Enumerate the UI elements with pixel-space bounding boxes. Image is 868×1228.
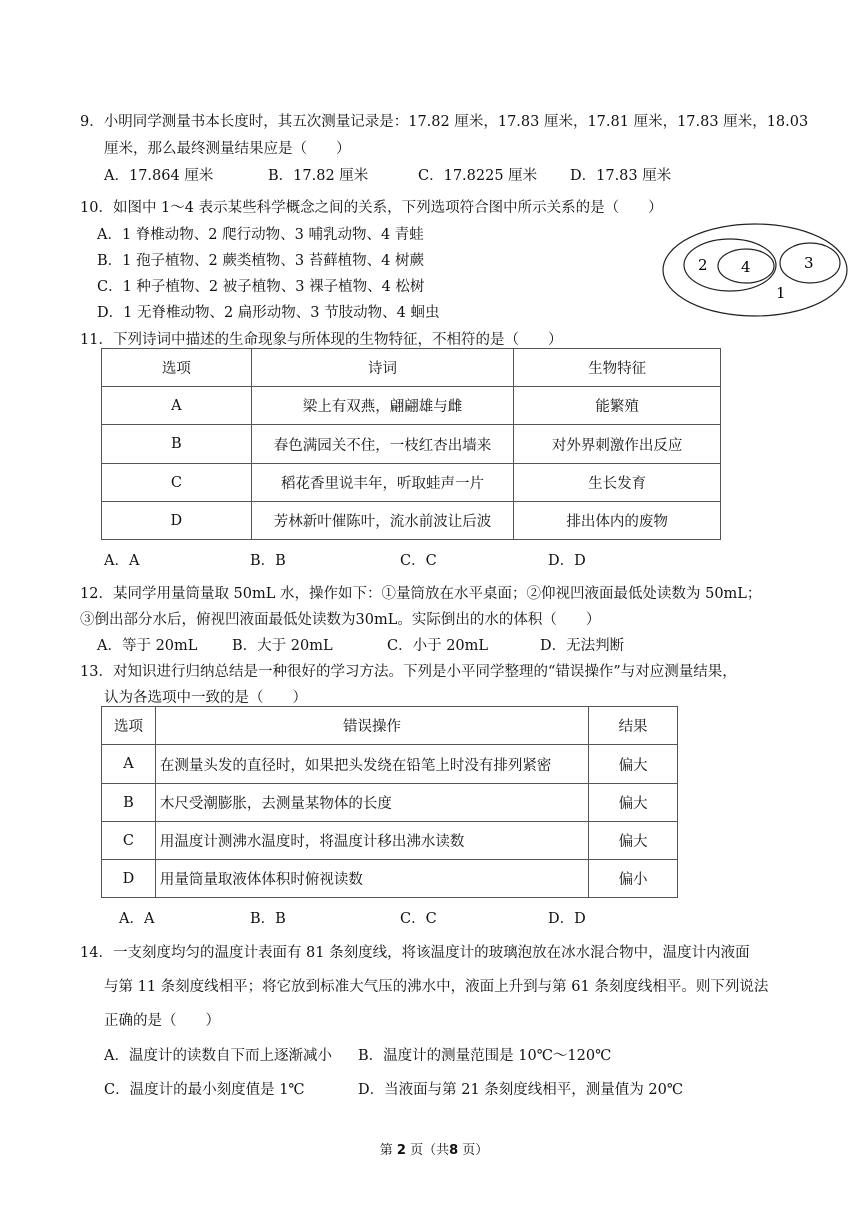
q13-stem-line2: 认为各选项中一致的是（ ） (104, 690, 307, 706)
q13-cell-result: 偏大 (589, 745, 678, 784)
q13-option-a: A．A (119, 911, 155, 927)
q12-option-a: A．等于 20mL (97, 638, 198, 654)
q13-table-header (102, 707, 678, 745)
footer-pre: 第 (379, 1143, 393, 1158)
page-number-footer (0, 1139, 868, 1158)
q14-stem-line1: 14．一支刻度均匀的温度计表面有 81 条刻度线，将该温度计的玻璃泡放在冰水混合物中，温度计内液面 (80, 945, 750, 961)
q14-option-a: A．温度计的读数自下而上逐渐减小 (104, 1048, 332, 1064)
table-row (102, 822, 678, 860)
q14-option-c: C．温度计的最小刻度值是 1℃ (104, 1082, 305, 1098)
table-row (102, 387, 721, 425)
table-row (102, 464, 721, 502)
q13-option-b: B．B (250, 911, 286, 927)
q12-option-d: D．无法判断 (540, 638, 625, 654)
q13-cell-operation: 用量筒量取液体体积时俯视读数 (155, 860, 588, 898)
venn-label-3: 3 (804, 254, 814, 272)
q11-cell-feature: 排出体内的废物 (514, 502, 721, 540)
q11-stem: 11．下列诗词中描述的生命现象与所体现的生物特征，不相符的是（ ） (80, 332, 563, 348)
q10-option-a: A．1 脊椎动物、2 爬行动物、3 哺乳动物、4 青蛙 (97, 227, 424, 243)
q10-option-b: B．1 孢子植物、2 蕨类植物、3 苔藓植物、4 树蕨 (97, 253, 424, 269)
q11-cell-feature: 对外界刺激作出反应 (514, 425, 721, 464)
q10-option-d: D．1 无脊椎动物、2 扁形动物、3 节肢动物、4 蛔虫 (97, 305, 440, 321)
table-row (102, 425, 721, 464)
q11-header-feature: 生物特征 (514, 349, 721, 387)
q13-stem-line1: 13．对知识进行归纳总结是一种很好的学习方法。下列是小平同学整理的“错误操作”与对应测量结果， (80, 664, 737, 680)
footer-total: 8 (449, 1143, 459, 1158)
q13-cell-option: B (102, 784, 156, 822)
q11-header-option: 选项 (102, 349, 252, 387)
table-row (102, 860, 678, 898)
q11-cell-poem: 稻花香里说丰年，听取蛙声一片 (251, 464, 514, 502)
q11-cell-feature: 能繁殖 (514, 387, 721, 425)
q13-header-result: 结果 (589, 707, 678, 745)
q9-stem-line2: 厘米，那么最终测量结果应是（ ） (104, 141, 351, 157)
q9-option-b: B．17.82 厘米 (268, 168, 369, 184)
q13-cell-option: C (102, 822, 156, 860)
q13-cell-operation: 木尺受潮膨胀，去测量某物体的长度 (155, 784, 588, 822)
q13-cell-operation: 在测量头发的直径时，如果把头发绕在铅笔上时没有排列紧密 (155, 745, 588, 784)
table-row (102, 745, 678, 784)
q13-cell-result: 偏大 (589, 822, 678, 860)
q14-stem-line2: 与第 11 条刻度线相平；将它放到标准大气压的沸水中，液面上升到与第 61 条刻度线相平。则下列说法 (104, 979, 769, 995)
q9-option-c: C．17.8225 厘米 (418, 168, 538, 184)
q9-option-a: A．17.864 厘米 (104, 168, 214, 184)
concept-venn-diagram (660, 220, 850, 320)
footer-page: 2 (396, 1143, 406, 1158)
q13-cell-result: 偏大 (589, 784, 678, 822)
q13-header-operation: 错误操作 (155, 707, 588, 745)
venn-label-1: 1 (776, 284, 786, 302)
q11-header-poem: 诗词 (251, 349, 514, 387)
q13-cell-option: A (102, 745, 156, 784)
q11-cell-poem: 春色满园关不住，一枝红杏出墙来 (251, 425, 514, 464)
q11-cell-feature: 生长发育 (514, 464, 721, 502)
q13-cell-result: 偏小 (589, 860, 678, 898)
q13-option-c: C．C (400, 911, 437, 927)
q12-stem-line2: ③倒出部分水后，俯视凹液面最低处读数为30mL。实际倒出的水的体积（ ） (80, 612, 601, 628)
q12-option-c: C．小于 20mL (387, 638, 489, 654)
q13-table (101, 706, 678, 898)
q13-header-option: 选项 (102, 707, 156, 745)
q11-option-a: A．A (104, 553, 140, 569)
q9-stem-line1: 9．小明同学测量书本长度时，其五次测量记录是：17.82 厘米，17.83 厘米，17.81 厘米，17.83 厘米，18.03 (80, 114, 809, 130)
venn-label-2: 2 (698, 256, 708, 274)
footer-mid: 页（共 (410, 1143, 450, 1158)
q10-option-c: C．1 种子植物、2 被子植物、3 裸子植物、4 松树 (97, 279, 425, 295)
q11-option-c: C．C (400, 553, 437, 569)
q11-cell-option: D (102, 502, 252, 540)
q11-cell-option: C (102, 464, 252, 502)
venn-outer-ellipse (663, 224, 847, 316)
q12-stem-line1: 12．某同学用量筒量取 50mL 水，操作如下：①量筒放在水平桌面；②仰视凹液面最低处读数为 50mL； (80, 586, 762, 602)
q13-cell-option: D (102, 860, 156, 898)
q9-option-d: D．17.83 厘米 (570, 168, 672, 184)
q14-stem-line3: 正确的是（ ） (104, 1013, 220, 1029)
footer-post: 页） (462, 1143, 489, 1158)
q13-option-d: D．D (548, 911, 586, 927)
q11-cell-option: A (102, 387, 252, 425)
q10-stem: 10．如图中 1～4 表示某些科学概念之间的关系，下列选项符合图中所示关系的是（ ） (80, 200, 663, 216)
q12-option-b: B．大于 20mL (232, 638, 333, 654)
q13-cell-operation: 用温度计测沸水温度时，将温度计移出沸水读数 (155, 822, 588, 860)
q11-cell-poem: 梁上有双燕，翩翩雄与雌 (251, 387, 514, 425)
q11-cell-option: B (102, 425, 252, 464)
q11-table (101, 348, 721, 540)
q11-table-header (102, 349, 721, 387)
table-row (102, 784, 678, 822)
q11-cell-poem: 芳林新叶催陈叶，流水前波让后波 (251, 502, 514, 540)
q14-option-d: D．当液面与第 21 条刻度线相平，测量值为 20℃ (358, 1082, 684, 1098)
venn-label-4: 4 (741, 258, 751, 276)
q11-option-b: B．B (250, 553, 286, 569)
table-row (102, 502, 721, 540)
q14-option-b: B．温度计的测量范围是 10℃～120℃ (358, 1048, 612, 1064)
q11-option-d: D．D (548, 553, 586, 569)
